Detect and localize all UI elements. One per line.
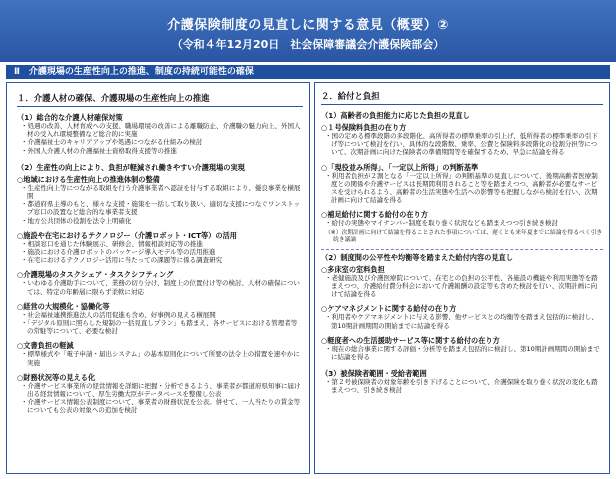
list-item: ・相談窓口を通じた体験展示、研修会、情報相談対応等の推進 [21, 239, 203, 248]
right-panel [314, 82, 610, 474]
list-item: ・地方公共団体の役割を法令上明確化 [21, 216, 132, 225]
subheading-s2a: ○地域における生産性向上の推進体制の整備 [17, 174, 160, 184]
subheading-s2c: ○介護現場のタスクシェア・タスクシフティング [17, 270, 174, 280]
list-item: ・いわゆる介護助手について、業務の切り分け、制度上の位置付け等の検討、人材の確保については、特定の年齢層に限らず柔軟に対応 [21, 279, 300, 296]
page-subtitle: （令和４年12月20日 社会保障審議会介護保険部会） [171, 38, 445, 51]
section-bar: Ⅱ 介護現場の生産性向上の推進、制度の持続可能性の確保 [6, 65, 610, 79]
subheading-r2a: ○多床室の室料負担 [321, 264, 385, 274]
list-item: ・標準様式や「電子申請・届出システム」の基本原則化について所要の法令上の措置を速やかに実施 [21, 350, 300, 367]
subheading-r1a: ○１号保険料負担の在り方 [321, 123, 407, 132]
subheading-s2e: ○文書負担の軽減 [17, 341, 74, 351]
s1-list [17, 122, 303, 155]
subheading-r3: （3）被保険者範囲・受給者範囲 [321, 369, 427, 379]
subheading-r2b: ○ケアマネジメントに関する給付の在り方 [321, 304, 457, 314]
left-heading: １．介護人材の確保、介護現場の生産性向上の推進 [17, 93, 303, 107]
list-item: ・「デジタル原則に照らした規制の一括見直しプラン」も踏まえ、各サービスにおける管理者等の常駐等について、必要な検討 [21, 319, 298, 336]
list-item: ・生産性向上等につながる取組を行う介護事業者へ認証を付与する取組により、優良事業を横展開 [21, 183, 301, 201]
subheading-s2b: ○施設や在宅におけるテクノロジー（介護ロボット・ICT等）の活用 [17, 230, 237, 240]
title-band [0, 0, 616, 62]
subheading-r1c: ○補足給付に関する給付の在り方 [321, 210, 428, 220]
list-item: ・処遇の改善、人材育成への支援、職場環境の改善による離職防止、介護職の魅力向上、外国人材の受入れ環境整備など総合的に実施 [21, 122, 301, 139]
subheading-s2: （2）生産性の向上により、負担が軽減され働きやすい介護現場の実現 [17, 162, 245, 172]
list-item: ・給付の実態やマイナンバー制度を取り巻く状況なども踏まえつつ引き続き検討 [325, 219, 558, 228]
list-item: ・外国人介護人材の介護福祉士資格取得支援等の推進 [21, 146, 177, 155]
list-item: ・社会福祉連携推進法人の活用促進も含め、好事例の見える横展開 [21, 310, 216, 319]
footnote: （※）次期計画に向けて結論を得ることされた事項については、遅くとも来年夏までに結論を得るべく引き続き議論 [325, 229, 603, 244]
subheading-s2d: ○経営の大規模化・協働化等 [17, 301, 110, 311]
subheading-s1: （1）総合的な介護人材確保対策 [17, 113, 123, 122]
list-item: ・第２号被保険者の対象年齢を引き下げることについて、介護保険を取り巻く状況の変化も踏まえつつ、引き続き検討 [325, 378, 598, 395]
list-item: ・利用者やケアマネジメントに与える影響、他サービスとの均衡等を踏まえ包括的に検討し、第10期計画期間の開始までに結論を得る [325, 313, 598, 330]
list-item: ・在宅におけるテクノロジー活用に当たっての課題等に係る調査研究 [21, 256, 223, 265]
list-item: ・施設における介護ロボットのパッケージ導入モデル等の活用推進 [21, 248, 216, 257]
list-item: ・都道府県主導のもと、様々な支援・施策を一括して取り扱い、適切な支援につなぐワンストップ窓口の設置など総合的な事業者支援 [21, 200, 300, 217]
subheading-r2c: ○軽度者への生活援助サービス等に関する給付の在り方 [321, 335, 500, 345]
list-item: ・現在の総合事業に関する評価・分析等を踏まえ包括的に検討し、第10期計画期間の開始までに結論を得る [325, 344, 600, 362]
divider [321, 249, 603, 250]
list-item: ・国の定める標準段階の多段階化、高所得者の標準乗率の引上げ、低所得者の標準乗率の引下げ等について検討を行い、具体的な段階数、乗率、公費と保険料多段階化の役割分担等について、次期計画に向けた保険者の準備期間等を確保するため、早急に結論を得る [325, 132, 598, 157]
subheading-r1b: ○「現役並み所得」、「一定以上所得」の判断基準 [321, 162, 479, 172]
right-heading: ２．給付と負担 [321, 91, 603, 105]
list-item: ・介護福祉士のキャリアアップや処遇につながる仕組みの検討 [21, 138, 203, 147]
list-item: ・介護サービス事業所の経営情報を詳細に把握・分析できるよう、事業者が都道府県知事に届け出る経営情報について、厚生労働大臣がデータベースを整備し公表 [21, 381, 301, 399]
list-item: ・介護サービス情報公表制度について、事業者の財務状況を公表。併せて、一人当たりの賃金等についても公表の対象への追加を検討 [21, 398, 301, 415]
subheading-r1: （1）高齢者の負担能力に応じた負担の見直し [321, 111, 470, 120]
subheading-s2f: ○財務状況等の見える化 [17, 372, 96, 382]
list-item: ・老健施設及び介護医療院について、在宅との負担の公平性、各施設の機能や利用実態等を踏まえつつ、介護給付費分科会において介護報酬の設定等も含めた検討を行い、次期計画に向けて結論を得る [325, 273, 598, 299]
subheading-r2: （2）制度間の公平性や均衡等を踏まえた給付内容の見直し [321, 252, 513, 262]
page-title: 介護保険制度の見直しに関する意見（概要）② [167, 18, 449, 33]
list-item: ・利用者負担が２割となる「一定以上所得」の判断基準の見直しについて、後期高齢者医療制度との関係や介護サービスは長期間利用されること等を踏まえつつ、高齢者が必要なサービスを受けられるよう、高齢者の生活実態や生活への影響等も把握しながら検討を行い、次期計画に向けて結論を得る [325, 171, 598, 205]
left-panel [6, 82, 310, 474]
